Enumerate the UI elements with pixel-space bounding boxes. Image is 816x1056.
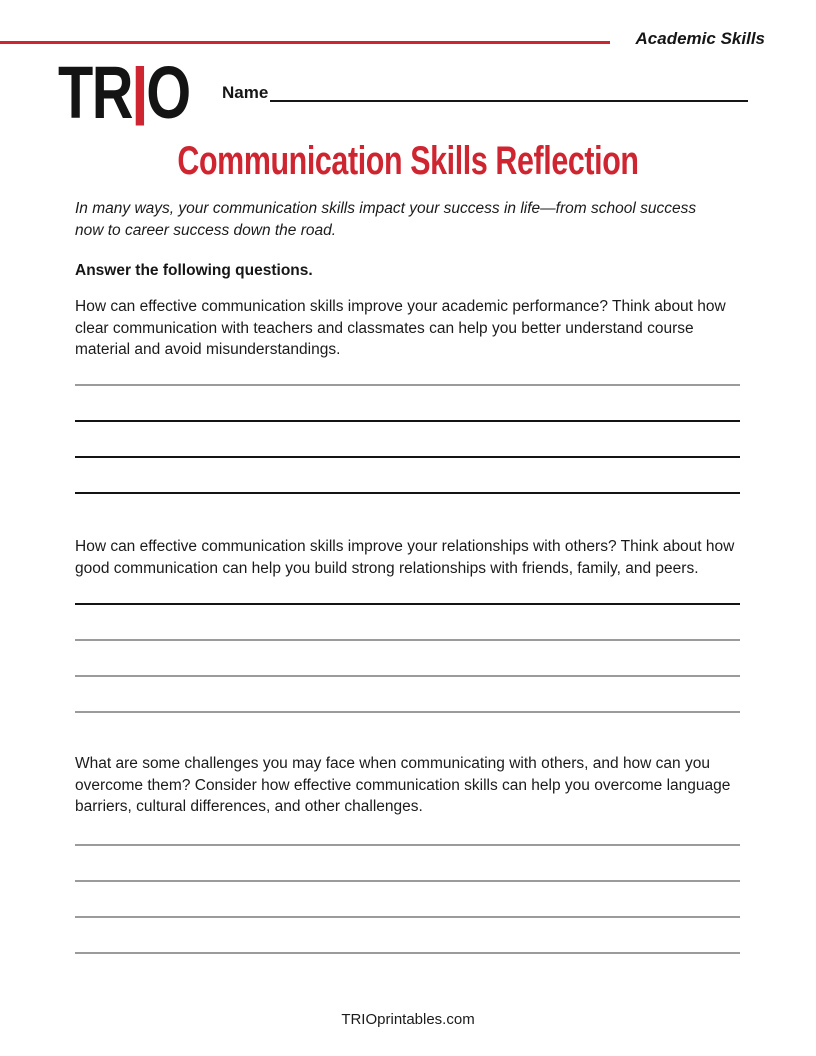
question-1-prompt: How can effective communication skills improve your academic performance? Think about how clear communication with teachers and classmates can help you better understand course material and avoid misunderstandings. [75, 298, 726, 358]
answer-line-q3-4[interactable] [75, 952, 740, 954]
page-title: Communication Skills Reflection [177, 139, 639, 183]
question-3-prompt: What are some challenges you may face when communicating with others, and how can you overcome them? Consider how effective communication skills can help you overcome language barriers, cultural differences, and other challenges. [75, 755, 731, 815]
question-2-prompt: How can effective communication skills improve your relationships with others? Think about how good communication can help you build strong relationships with friends, family, and peers. [75, 538, 735, 577]
name-input-line[interactable] [270, 100, 748, 102]
answer-line-q2-4[interactable] [75, 711, 740, 713]
answer-line-q1-1[interactable] [75, 384, 740, 386]
category-label: Academic Skills [635, 29, 765, 48]
intro-text: In many ways, your communication skills impact your success in life—from school success now to career success down the road. [75, 200, 697, 239]
trio-logo [58, 47, 190, 145]
logo-letters-tr: TR [58, 51, 132, 134]
logo-letter-i-accent: I [131, 47, 147, 145]
answer-line-q2-3[interactable] [75, 675, 740, 677]
logo-letter-o: O [146, 51, 190, 134]
answer-line-q3-3[interactable] [75, 916, 740, 918]
answer-line-q1-4[interactable] [75, 492, 740, 494]
answer-line-q3-1[interactable] [75, 844, 740, 846]
answer-line-q2-1[interactable] [75, 603, 740, 605]
answer-line-q1-3[interactable] [75, 456, 740, 458]
header-rule [0, 41, 610, 44]
answer-line-q2-2[interactable] [75, 639, 740, 641]
name-label: Name [222, 83, 269, 102]
footer-text: TRIOprintables.com [341, 1011, 475, 1028]
answer-line-q1-2[interactable] [75, 420, 740, 422]
answer-line-q3-2[interactable] [75, 880, 740, 882]
instructions-heading: Answer the following questions. [75, 262, 313, 279]
